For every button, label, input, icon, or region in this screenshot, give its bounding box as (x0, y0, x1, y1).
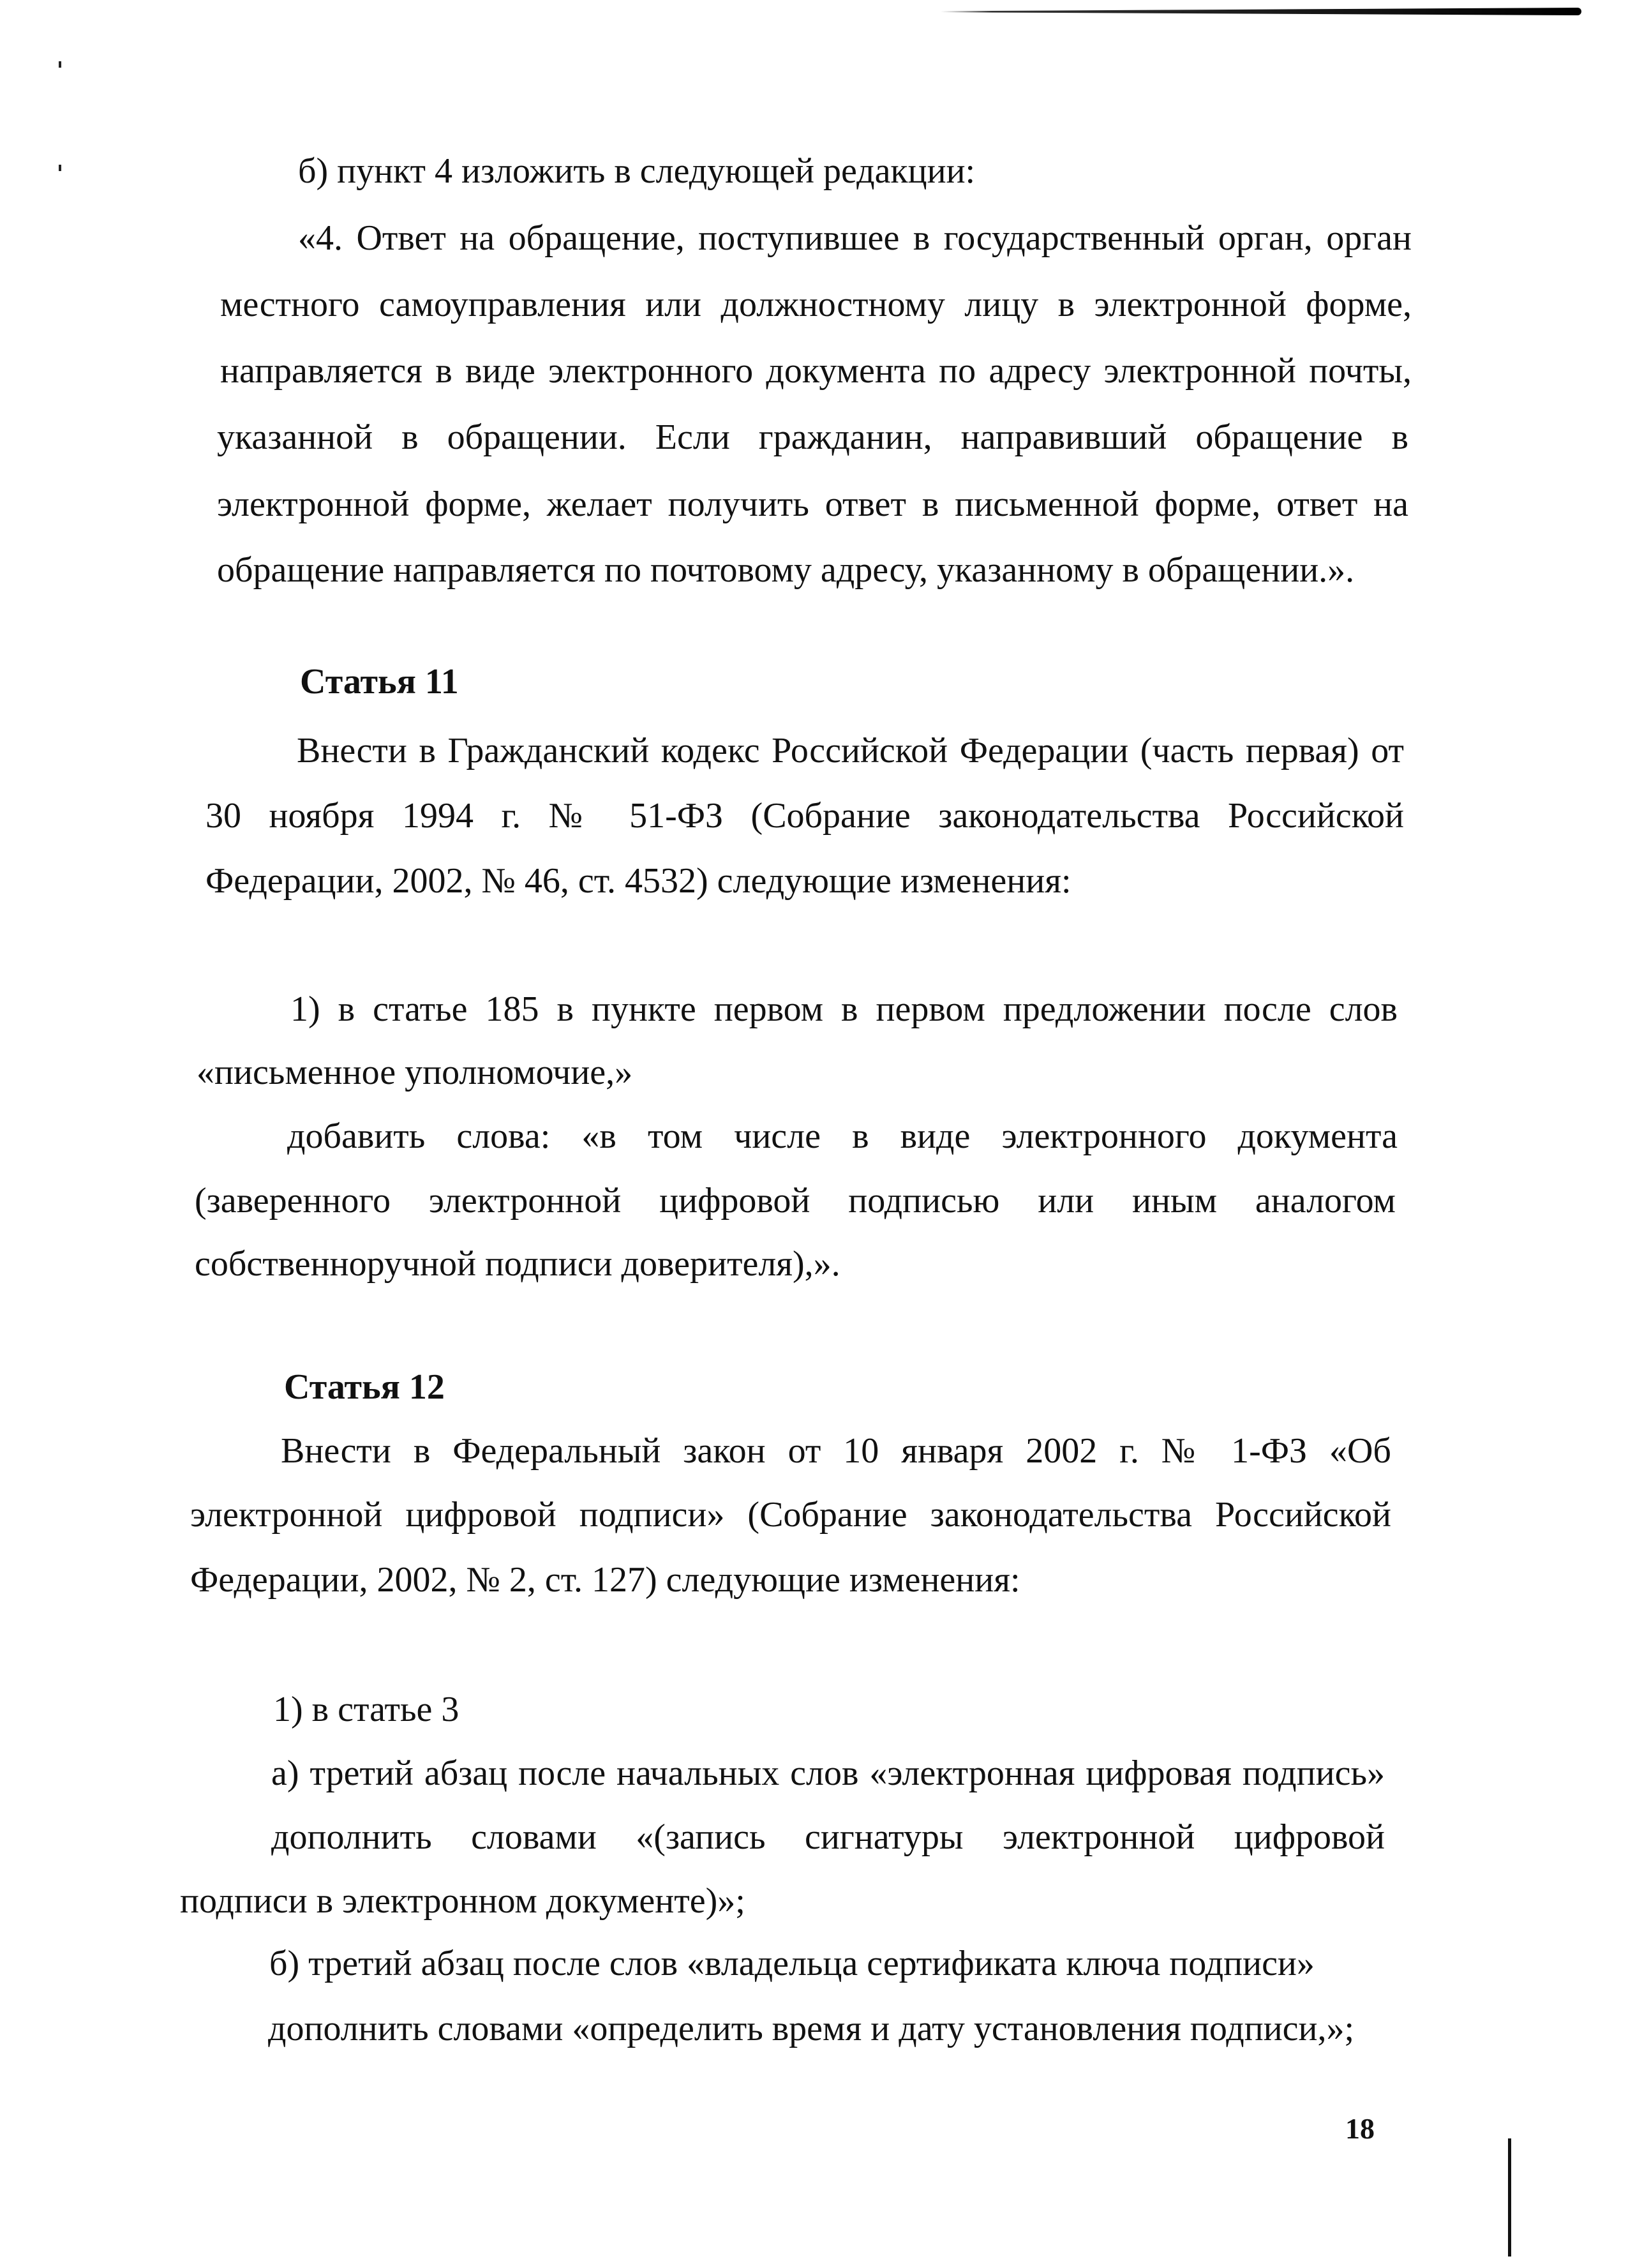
scan-speck (59, 61, 61, 68)
para-line: указанной в обращении. Если гражданин, направивший обращение в (217, 417, 1408, 457)
scan-speck (59, 165, 61, 171)
para-line: электронной форме, желает получить ответ в письменной форме, ответ на (217, 484, 1408, 524)
para-line: направляется в виде электронного документа по адресу электронной почты, (220, 351, 1412, 391)
article-11-line: «письменное уполномочие,» (197, 1053, 633, 1092)
article-12-line: Внести в Федеральный закон от 10 января 2002 г. № 1-ФЗ «Об (281, 1431, 1391, 1471)
page-number: 18 (1345, 2112, 1375, 2145)
article-12-line: Федерации, 2002, № 2, ст. 127) следующие изменения: (190, 1560, 1020, 1600)
scan-top-rule (941, 8, 1581, 15)
article-11-line: добавить слова: «в том числе в виде электронного документа (287, 1116, 1398, 1156)
article-12-line: б) третий абзац после слов «владельца сертификата ключа подписи» (269, 1944, 1315, 1983)
article-12-line: 1) в статье 3 (273, 1690, 459, 1729)
article-11-line: Федерации, 2002, № 46, ст. 4532) следующие изменения: (205, 861, 1071, 901)
article-12-line: дополнить словами «(запись сигнатуры электронной цифровой (271, 1817, 1385, 1857)
article-12-line: а) третий абзац после начальных слов «электронная цифровая подпись» (271, 1754, 1385, 1793)
article-12-line: электронной цифровой подписи» (Собрание законодательства Российской (190, 1495, 1391, 1535)
article-11-line: 1) в статье 185 в пункте первом в первом предложении после слов (290, 989, 1398, 1029)
article-12-heading: Статья 12 (284, 1367, 445, 1407)
article-11-line: собственноручной подписи доверителя),». (195, 1244, 840, 1284)
article-12-line: подписи в электронном документе)»; (180, 1881, 745, 1921)
article-11-line: 30 ноября 1994 г. № 51-ФЗ (Собрание законодательства Российской (205, 796, 1404, 836)
scan-edge-line (1508, 2138, 1511, 2257)
para-line: обращение направляется по почтовому адресу, указанному в обращении.». (217, 550, 1355, 590)
article-12-line: дополнить словами «определить время и дату установления подписи,»; (268, 2009, 1355, 2048)
article-11-line: Внести в Гражданский кодекс Российской Федерации (часть первая) от (297, 731, 1404, 770)
article-11-heading: Статья 11 (300, 662, 459, 702)
para-line: б) пункт 4 изложить в следующей редакции: (298, 151, 976, 191)
para-line: местного самоуправления или должностному лицу в электронной форме, (220, 285, 1412, 324)
article-11-line: (заверенного электронной цифровой подписью или иным аналогом (195, 1181, 1396, 1220)
para-line: «4. Ответ на обращение, поступившее в государственный орган, орган (298, 218, 1412, 258)
